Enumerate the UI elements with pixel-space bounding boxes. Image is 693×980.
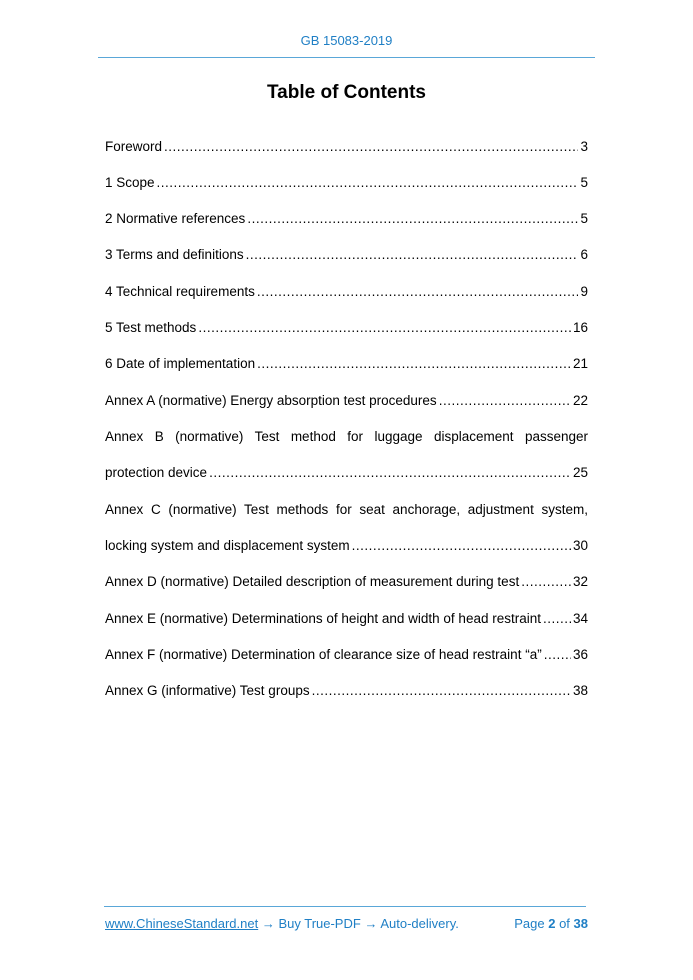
toc-entry-page: 32	[572, 574, 588, 589]
toc-leader-dots	[352, 537, 571, 555]
toc-entry-page: 5	[580, 175, 588, 190]
toc-entry-page: 16	[572, 320, 588, 335]
toc-entry-label: protection device	[105, 465, 208, 480]
toc-entry-terms[interactable]	[105, 246, 588, 264]
page-title: Table of Contents	[266, 82, 427, 103]
toc-leader-dots	[198, 319, 571, 337]
buy-true-pdf-text: Buy True-PDF	[278, 916, 361, 931]
toc-entry-technical-requirements[interactable]	[105, 283, 588, 301]
toc-entry-implementation[interactable]	[105, 355, 588, 373]
page-indicator	[514, 916, 588, 932]
website-link[interactable]: www.ChineseStandard.net	[105, 916, 259, 931]
toc-entry-annex-e[interactable]	[105, 610, 588, 628]
toc-entry-label: 3 Terms and definitions	[105, 247, 244, 262]
arrow-right-icon: →	[261, 916, 275, 931]
toc-entry-page: 36	[572, 647, 588, 662]
toc-entry-label: Annex E (normative) Determinations of height and width of head restraint	[105, 611, 541, 626]
header-doc-code: GB 15083-2019	[300, 33, 393, 48]
toc-leader-dots	[257, 355, 571, 373]
toc-entry-annex-b[interactable]	[105, 464, 588, 482]
toc-leader-dots	[209, 464, 571, 482]
toc-entry-label: Annex D (normative) Detailed description of measurement during test	[105, 574, 520, 589]
toc-leader-dots	[439, 392, 571, 410]
toc-leader-dots	[157, 174, 579, 192]
toc-entry-foreword[interactable]	[105, 138, 588, 156]
toc-leader-dots	[543, 610, 571, 628]
toc-leader-dots	[247, 210, 578, 228]
page-of: of	[559, 916, 570, 931]
toc-entry-label: 2 Normative references	[105, 211, 246, 226]
toc-entry-label: 1 Scope	[105, 175, 155, 190]
toc-entry-page: 21	[572, 356, 588, 371]
header-divider	[98, 57, 595, 58]
toc-entry-label: Annex A (normative) Energy absorption test procedures	[105, 393, 437, 408]
toc-entry-annex-c-line1[interactable]: Annex C (normative) Test methods for seat anchorage, adjustment system,	[105, 502, 588, 517]
toc-leader-dots	[521, 573, 571, 591]
toc-entry-test-methods[interactable]	[105, 319, 588, 337]
toc-entry-page: 3	[580, 139, 588, 154]
toc-leader-dots	[246, 246, 579, 264]
footer-divider	[104, 906, 586, 907]
page-current: 2	[548, 916, 556, 931]
auto-delivery-text: Auto-delivery.	[380, 916, 459, 931]
toc-leader-dots	[257, 283, 579, 301]
toc-entry-page: 25	[572, 465, 588, 480]
toc-entry-annex-a[interactable]	[105, 392, 588, 410]
toc-entry-page: 9	[580, 284, 588, 299]
toc-entry-label: 6 Date of implementation	[105, 356, 256, 371]
page-footer	[105, 916, 588, 932]
toc-entry-page: 5	[580, 211, 588, 226]
toc-entry-page: 6	[580, 247, 588, 262]
toc-entry-page: 38	[572, 683, 588, 698]
toc-entry-annex-g[interactable]	[105, 682, 588, 700]
toc-entry-annex-d[interactable]	[105, 573, 588, 591]
toc-entry-annex-b-line1[interactable]: Annex B (normative) Test method for luggage displacement passenger	[105, 429, 588, 444]
toc-entry-normative-references[interactable]	[105, 210, 588, 228]
toc-entry-annex-f[interactable]	[105, 646, 588, 664]
toc-entry-scope[interactable]	[105, 174, 588, 192]
toc-entry-page: 22	[572, 393, 588, 408]
page-word: Page	[514, 916, 545, 931]
arrow-right-icon: →	[364, 916, 378, 931]
toc-entry-page: 34	[572, 611, 588, 626]
page-total: 38	[573, 916, 588, 931]
toc-entry-label: Foreword	[105, 139, 163, 154]
toc-entry-label: locking system and displacement system	[105, 538, 350, 553]
toc-leader-dots	[544, 646, 571, 664]
toc-entry-page: 30	[572, 538, 588, 553]
toc-entry-label: 5 Test methods	[105, 320, 197, 335]
toc-entry-label: 4 Technical requirements	[105, 284, 255, 299]
toc-entry-annex-c[interactable]	[105, 537, 588, 555]
toc-leader-dots	[312, 682, 571, 700]
toc-entry-label: Annex F (normative) Determination of clearance size of head restraint “a”	[105, 647, 542, 662]
toc-entry-label: Annex G (informative) Test groups	[105, 683, 310, 698]
toc-leader-dots	[164, 138, 578, 156]
